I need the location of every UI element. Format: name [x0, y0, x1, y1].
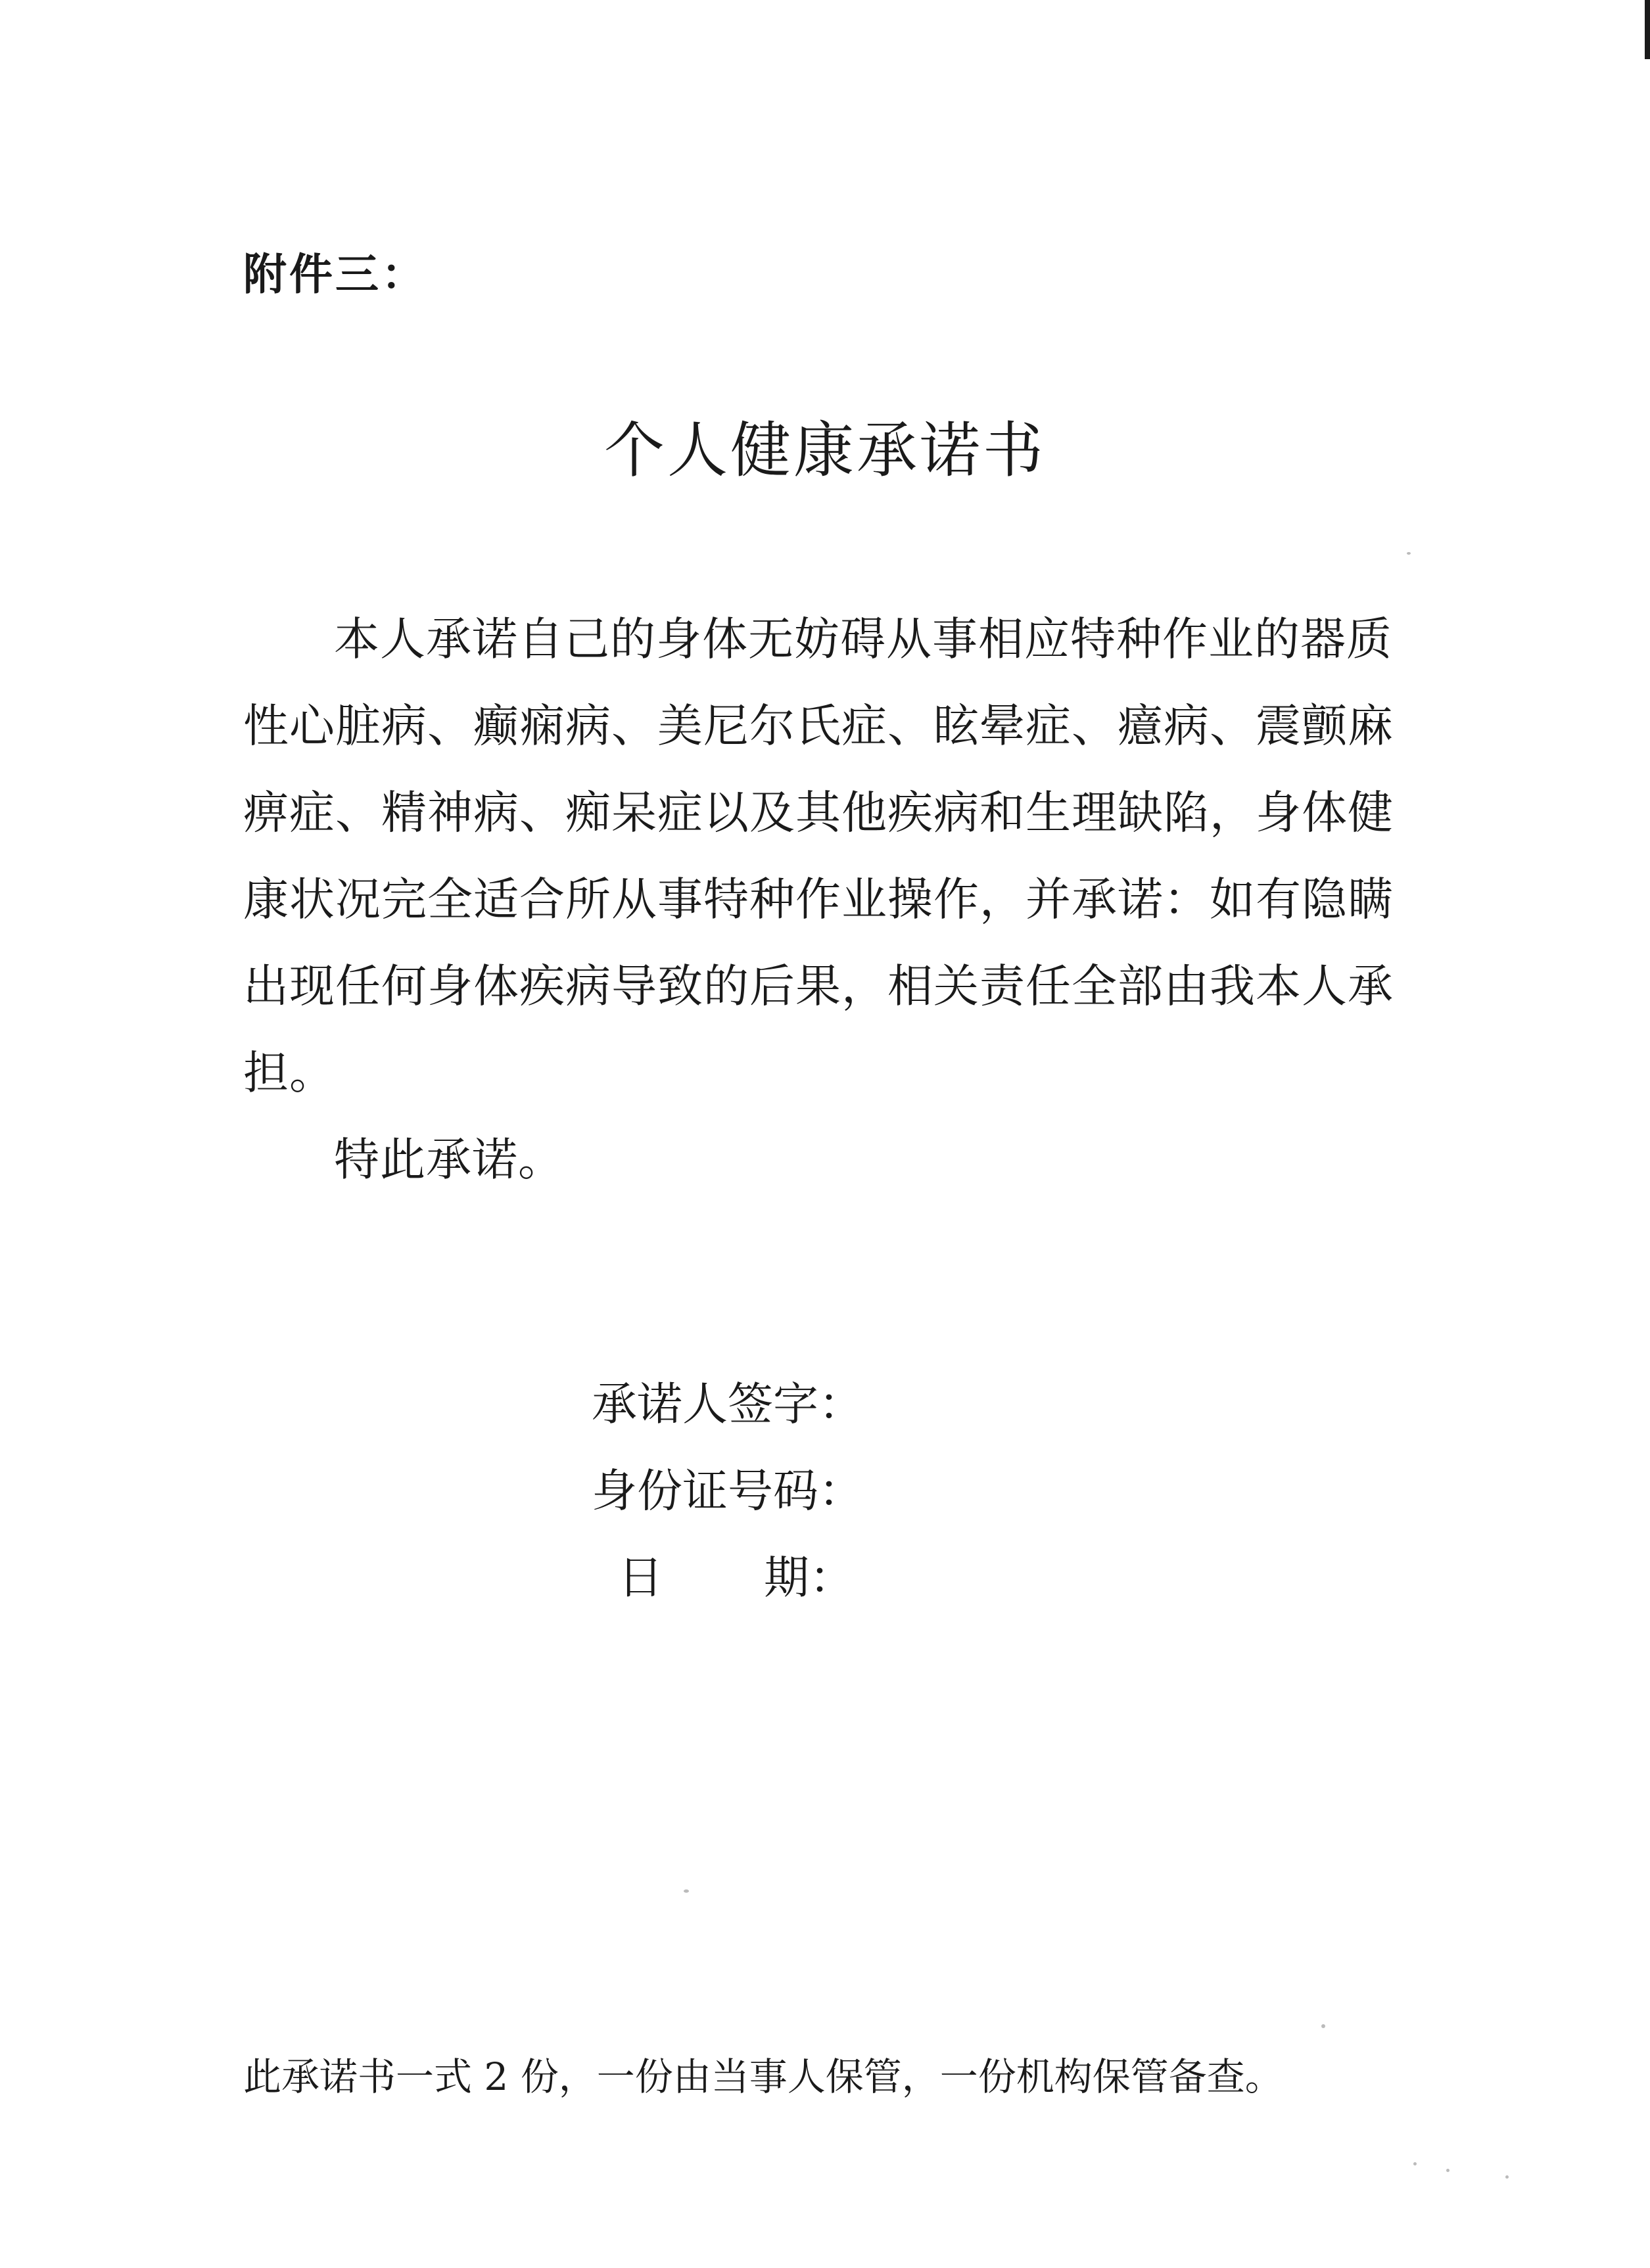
scan-speck — [1446, 2169, 1450, 2172]
scan-speck — [1505, 2175, 1509, 2179]
closing-paragraph: 特此承诺。 — [334, 1134, 564, 1186]
id-number-label: 身份证号码： — [592, 1465, 864, 1517]
commitment-body — [243, 596, 1413, 1203]
scan-speck — [1407, 552, 1411, 555]
id-number-field[interactable] — [864, 1467, 1324, 1506]
signature-block — [592, 1361, 1324, 1621]
scan-edge-mark — [1645, 0, 1650, 59]
signature-field[interactable] — [864, 1380, 1324, 1420]
footer-note: 此承诺书一式 2 份，一份由当事人保管，一份机构保管备查。 — [243, 2054, 1283, 2099]
scan-speck — [1321, 2024, 1325, 2028]
signature-label: 承诺人签字： — [592, 1378, 864, 1431]
scan-speck — [1413, 2162, 1417, 2165]
commitment-paragraph: 本人承诺自己的身体无妨碍从事相应特种作业的器质性心脏病、癫痫病、美尼尔氏症、眩晕症、癔病、震颤麻痹症、精神病、痴呆症以及其他疾病和生理缺陷，身体健康状况完全适合所从事特种作业操作，并承诺：如有隐瞒出现任何身体疾病导致的后果，相关责任全部由我本人承担。 — [243, 613, 1394, 1099]
scan-speck — [684, 1889, 689, 1893]
date-label-second: 期： — [764, 1552, 855, 1604]
id-number-row — [592, 1448, 1324, 1535]
date-label-first: 日 — [618, 1552, 663, 1604]
date-row — [592, 1535, 855, 1621]
document-title: 个人健康承诺书 — [603, 415, 1046, 486]
attachment-label: 附件三： — [243, 249, 427, 300]
signature-row — [592, 1361, 1324, 1448]
